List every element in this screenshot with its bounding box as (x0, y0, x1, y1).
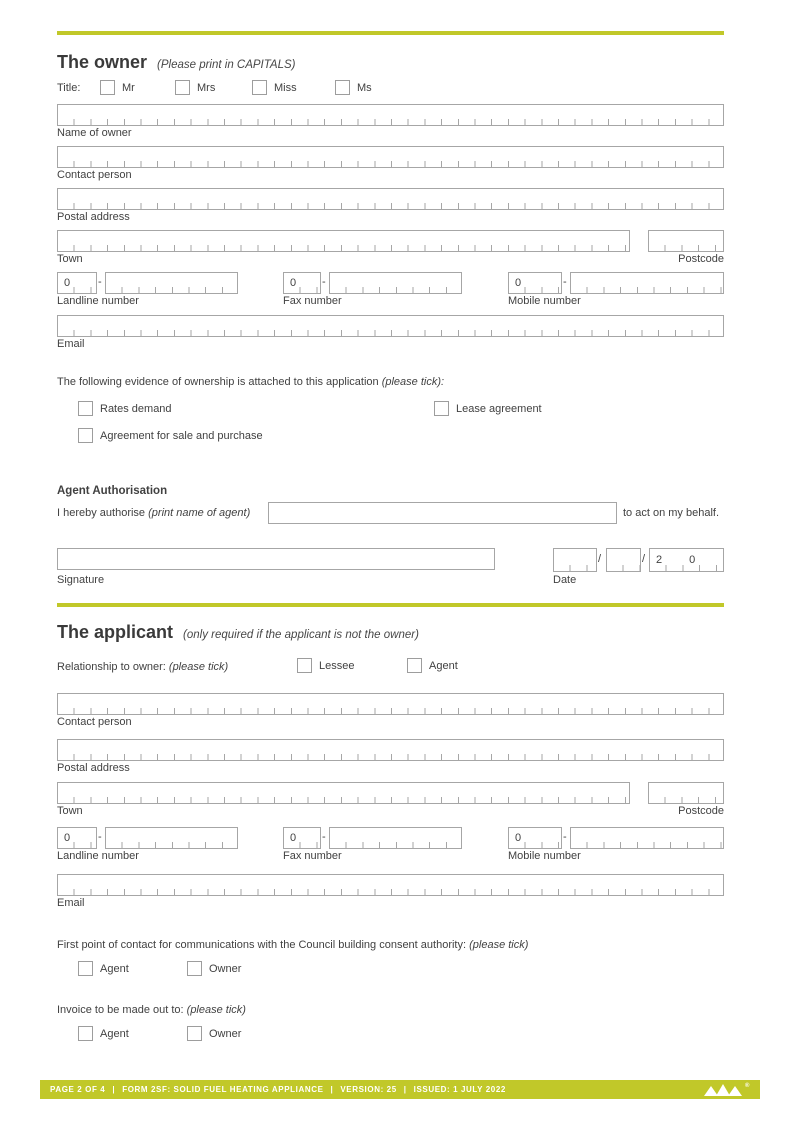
rates-demand-checkbox[interactable] (78, 401, 93, 416)
title-option-mr (100, 80, 135, 95)
authorise-prefix-text: I hereby authorise (57, 507, 146, 519)
applicant-postal-field[interactable] (57, 739, 724, 761)
applicant-email-label: Email (57, 897, 85, 909)
evidence-label (57, 376, 444, 389)
owner-email-label: Email (57, 338, 85, 350)
lessee-label: Lessee (319, 659, 355, 672)
applicant-landline-label: Landline number (57, 850, 139, 862)
applicant-mobile-prefix-value: 0 (515, 832, 522, 844)
relationship-label-text: Relationship to owner: (57, 661, 166, 673)
first-contact-label (57, 939, 528, 952)
applicant-mobile-field[interactable] (570, 827, 724, 849)
applicant-fax-prefix-value: 0 (290, 832, 297, 844)
applicant-fax-prefix-field[interactable] (283, 827, 321, 849)
first-contact-label-italic: (please tick) (469, 939, 529, 951)
ms-checkbox[interactable] (335, 80, 350, 95)
rates-demand-label: Rates demand (100, 402, 172, 415)
applicant-mobile-prefix-field[interactable] (508, 827, 562, 849)
first-contact-owner-checkbox[interactable] (187, 961, 202, 976)
applicant-town-label: Town (57, 805, 83, 817)
footer-sep-3: | (403, 1085, 407, 1094)
relationship-label (57, 661, 228, 674)
relationship-option-agent (407, 658, 458, 673)
applicant-landline-prefix-value: 0 (64, 832, 71, 844)
signature-input[interactable] (57, 548, 495, 570)
signature-label: Signature (57, 574, 105, 586)
first-contact-owner-label: Owner (209, 962, 242, 975)
relationship-agent-checkbox[interactable] (407, 658, 422, 673)
owner-email-field[interactable] (57, 315, 724, 337)
owner-town-label: Town (57, 253, 83, 265)
evidence-option-rates (78, 401, 172, 416)
owner-fax-label: Fax number (283, 295, 342, 307)
date-slash-1: / (598, 553, 602, 565)
footer-form: FORM 2SF: SOLID FUEL HEATING APPLIANCE (122, 1085, 324, 1094)
owner-section-header (57, 52, 296, 73)
invoice-option-agent (78, 1026, 129, 1041)
applicant-fax-field[interactable] (329, 827, 462, 849)
first-contact-label-text: First point of contact for communications with the Council building consent authority: (57, 939, 467, 951)
fax-dash: - (322, 276, 326, 288)
owner-fax-prefix-field[interactable] (283, 272, 321, 294)
owner-name-label: Name of owner (57, 127, 132, 139)
applicant-section-header (57, 622, 419, 643)
owner-town-field[interactable] (57, 230, 630, 252)
mr-label: Mr (122, 81, 135, 94)
applicant-mobile-dash: - (563, 831, 567, 843)
owner-postal-label: Postal address (57, 211, 130, 223)
relationship-label-italic: (please tick) (168, 661, 229, 673)
section-divider (57, 603, 724, 607)
owner-mobile-prefix-field[interactable] (508, 272, 562, 294)
owner-contact-field[interactable] (57, 146, 724, 168)
relationship-option-lessee (297, 658, 354, 673)
applicant-section-title: The applicant (57, 622, 174, 642)
lease-agreement-checkbox[interactable] (434, 401, 449, 416)
owner-postcode-label: Postcode (678, 253, 724, 265)
applicant-landline-prefix-field[interactable] (57, 827, 97, 849)
invoice-owner-checkbox[interactable] (187, 1026, 202, 1041)
owner-mobile-label: Mobile number (508, 295, 581, 307)
owner-mobile-field[interactable] (570, 272, 724, 294)
evidence-option-sale (78, 428, 263, 443)
applicant-postcode-label: Postcode (678, 805, 724, 817)
date-slash-2: / (642, 553, 646, 565)
first-contact-agent-label: Agent (100, 962, 129, 975)
mobile-prefix-value: 0 (515, 277, 522, 289)
footer-issued: ISSUED: 1 JULY 2022 (413, 1085, 506, 1094)
owner-landline-field[interactable] (105, 272, 238, 294)
title-option-mrs (175, 80, 215, 95)
invoice-label-italic: (please tick) (186, 1004, 246, 1016)
miss-label: Miss (274, 81, 297, 94)
evidence-label-text: The following evidence of ownership is attached to this application (57, 376, 379, 388)
owner-section-subtitle: (Please print in CAPITALS) (157, 59, 296, 71)
mrs-label: Mrs (197, 81, 216, 94)
footer-sep-2: | (330, 1085, 334, 1094)
authorise-prefix (57, 507, 250, 520)
sale-purchase-label: Agreement for sale and purchase (100, 429, 263, 442)
miss-checkbox[interactable] (252, 80, 267, 95)
mobile-dash: - (563, 276, 567, 288)
owner-landline-prefix-field[interactable] (57, 272, 97, 294)
title-label: Title: (57, 82, 81, 94)
agent-authorisation-heading: Agent Authorisation (57, 485, 168, 497)
title-option-ms (335, 80, 372, 95)
applicant-mobile-label: Mobile number (508, 850, 581, 862)
applicant-section-subtitle: (only required if the applicant is not the owner) (183, 629, 419, 641)
applicant-fax-label: Fax number (283, 850, 342, 862)
first-contact-option-agent (78, 961, 129, 976)
landline-prefix-value: 0 (64, 277, 71, 289)
title-option-miss (252, 80, 297, 95)
invoice-owner-label: Owner (209, 1027, 242, 1040)
invoice-agent-checkbox[interactable] (78, 1026, 93, 1041)
footer-version: VERSION: 25 (340, 1085, 397, 1094)
invoice-label-text: Invoice to be made out to: (57, 1004, 184, 1016)
mr-checkbox[interactable] (100, 80, 115, 95)
owner-name-field[interactable] (57, 104, 724, 126)
footer-sep-1: | (112, 1085, 116, 1094)
evidence-label-italic: (please tick): (381, 376, 445, 388)
first-contact-option-owner (187, 961, 241, 976)
landline-dash: - (98, 276, 102, 288)
applicant-town-field[interactable] (57, 782, 630, 804)
applicant-contact-field[interactable] (57, 693, 724, 715)
lessee-checkbox[interactable] (297, 658, 312, 673)
owner-landline-label: Landline number (57, 295, 139, 307)
registered-mark: ® (744, 1083, 750, 1089)
applicant-postcode-field[interactable] (648, 782, 724, 804)
sale-purchase-checkbox[interactable] (78, 428, 93, 443)
invoice-option-owner (187, 1026, 241, 1041)
owner-contact-label: Contact person (57, 169, 132, 181)
agent-name-input[interactable] (268, 502, 617, 524)
footer-logo (704, 1083, 750, 1096)
date-year-field[interactable] (649, 548, 724, 572)
applicant-email-field[interactable] (57, 874, 724, 896)
mrs-checkbox[interactable] (175, 80, 190, 95)
owner-postal-field[interactable] (57, 188, 724, 210)
applicant-landline-dash: - (98, 831, 102, 843)
date-day-field[interactable] (553, 548, 597, 572)
relationship-agent-label: Agent (429, 659, 458, 672)
owner-section-title: The owner (57, 52, 148, 72)
footer-bar (40, 1080, 760, 1099)
date-month-field[interactable] (606, 548, 641, 572)
ms-label: Ms (357, 81, 372, 94)
invoice-label (57, 1004, 246, 1017)
applicant-landline-field[interactable] (105, 827, 238, 849)
date-year-prefill: 2 0 (656, 554, 708, 566)
owner-postcode-field[interactable] (648, 230, 724, 252)
authorise-suffix: to act on my behalf. (623, 507, 719, 519)
mountains-icon (704, 1083, 744, 1096)
date-label: Date (553, 574, 577, 586)
invoice-agent-label: Agent (100, 1027, 129, 1040)
first-contact-agent-checkbox[interactable] (78, 961, 93, 976)
applicant-postal-label: Postal address (57, 762, 130, 774)
fax-prefix-value: 0 (290, 277, 297, 289)
evidence-option-lease (434, 401, 542, 416)
authorise-prefix-italic: (print name of agent) (148, 507, 251, 519)
applicant-fax-dash: - (322, 831, 326, 843)
applicant-contact-label: Contact person (57, 716, 132, 728)
owner-fax-field[interactable] (329, 272, 462, 294)
footer-page: PAGE 2 OF 4 (50, 1085, 106, 1094)
top-rule (57, 31, 724, 35)
lease-agreement-label: Lease agreement (456, 402, 542, 415)
